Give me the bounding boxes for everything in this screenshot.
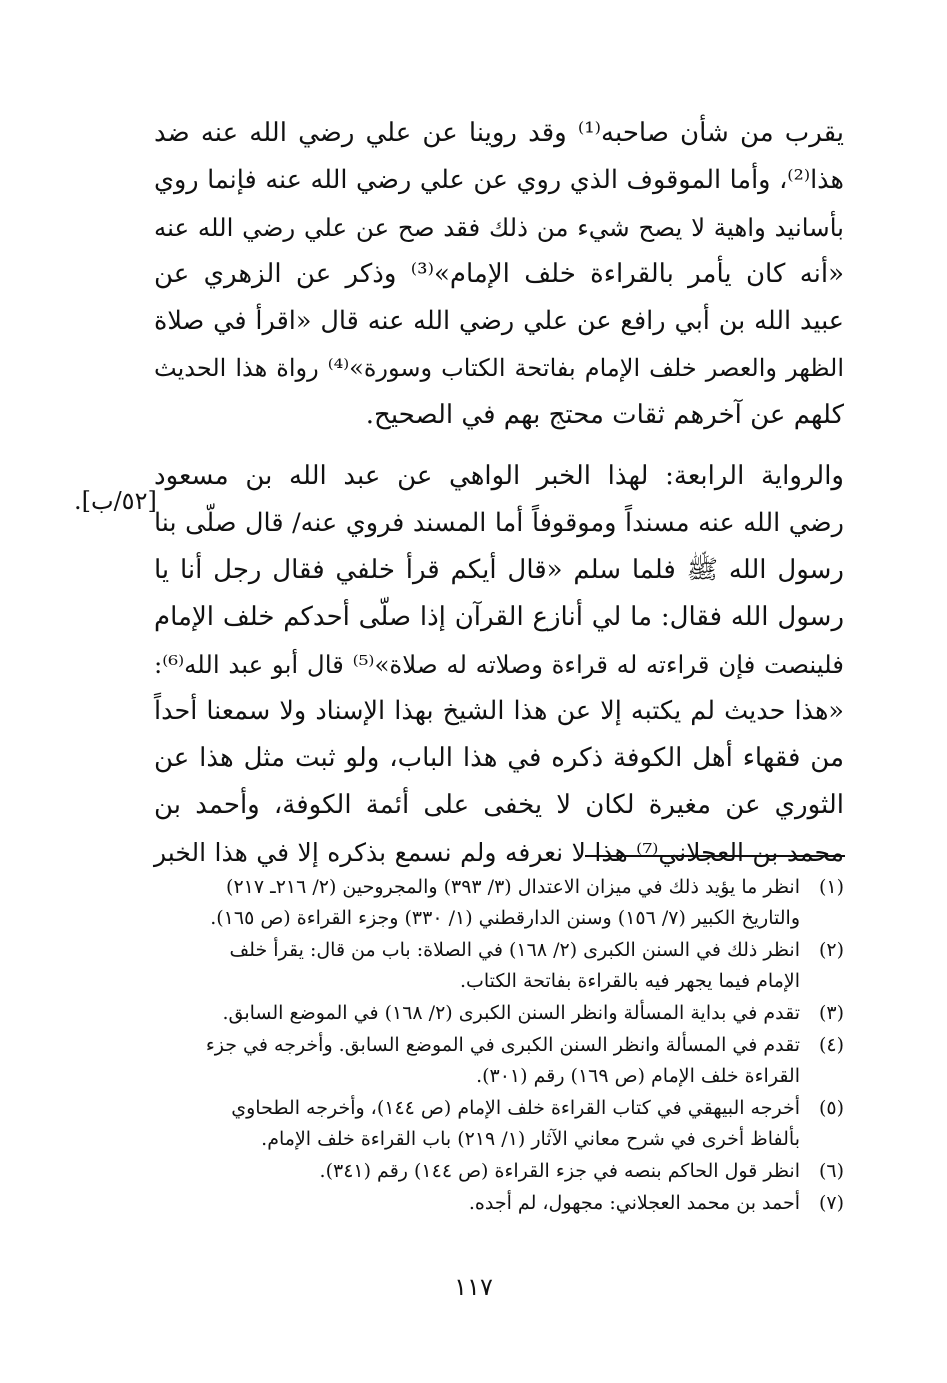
footnote-number: (٥) <box>818 1097 844 1119</box>
text-line: فلينصت فإن قراءته له قراءة وصلاته له صلاة»⁽⁵⁾ قال أبو عبد الله⁽⁶⁾: <box>154 650 844 679</box>
footnote-number: (١) <box>818 876 844 898</box>
footnote-line: تقدم في بداية المسألة وانظر السنن الكبرى (٢/ ١٦٨) في الموضع السابق. <box>222 1002 800 1024</box>
text-line: عبيد الله بن أبي رافع عن علي رضي الله عنه قال «اقرأ في صلاة <box>154 306 844 336</box>
footnote-line: انظر ما يؤيد ذلك في ميزان الاعتدال (٣/ ٣٩٣) والمجروحين (٢/ ٢١٦ـ ٢١٧) <box>226 876 800 898</box>
main-text <box>154 110 844 876</box>
page-number: ١١٧ <box>454 1273 493 1301</box>
footnote-number: (٢) <box>818 939 844 961</box>
footnote-line: أحمد بن محمد العجلاني: مجهول، لم أجده. <box>468 1192 800 1214</box>
footnote <box>154 1093 844 1155</box>
footnote-divider <box>585 855 845 857</box>
footnote <box>154 998 844 1029</box>
footnotes <box>154 872 844 1220</box>
footnote <box>154 935 844 997</box>
footnote-number: (٤) <box>818 1034 844 1056</box>
text-line: بأسانيد واهية لا يصح شيء من ذلك فقد صح عن علي رضي الله عنه <box>154 213 844 242</box>
paragraph-2 <box>154 453 844 876</box>
footnote <box>154 1156 844 1187</box>
text-line: والرواية الرابعة: لهذا الخبر الواهي عن عبد الله بن مسعود <box>154 461 844 491</box>
footnote-number: (٣) <box>818 1002 844 1024</box>
text-line: يقرب من شأن صاحبه⁽¹⁾ وقد روينا عن علي رضي الله عنه ضد <box>154 118 844 148</box>
footnote <box>154 1030 844 1092</box>
paragraph-1 <box>154 110 844 439</box>
footnote-line: انظر قول الحاكم بنصه في جزء القراءة (ص ١٤٤) رقم (٣٤١). <box>319 1160 800 1182</box>
text-line: رسول الله ﷺ فلما سلم «قال أيكم قرأ خلفي فقال رجل أنا يا <box>154 555 844 585</box>
text-line: محمد بن العجلاني⁽⁷⁾ هذا لا نعرفه ولم نسمع بذكره إلا في هذا الخبر <box>154 838 844 867</box>
text-line: «أنه كان يأمر بالقراءة خلف الإمام»⁽³⁾ وذكر عن الزهري عن <box>154 259 844 289</box>
footnote-line: بألفاظ أخرى في شرح معاني الآثار (١/ ٢١٩) باب القراءة خلف الإمام. <box>261 1128 800 1150</box>
text-line: من فقهاء أهل الكوفة ذكره في هذا الباب، ولو ثبت مثل هذا عن <box>154 743 844 773</box>
text-line: كلهم عن آخرهم ثقات محتج بهم في الصحيح. <box>365 400 844 430</box>
footnote-number: (٦) <box>818 1160 844 1182</box>
text-line: رسول الله فقال: ما لي أنازع القرآن إذا صلّى أحدكم خلف الإمام <box>154 602 844 632</box>
manuscript-folio-reference: [٥٢/ب]. <box>74 487 157 515</box>
footnote-line: الإمام فيما يجهر فيه بالقراءة بفاتحة الكتاب. <box>459 970 800 992</box>
text-line: «هذا حديث لم يكتبه إلا عن هذا الشيخ بهذا الإسناد ولا سمعنا أحداً <box>154 696 844 726</box>
footnote-line: تقدم في المسألة وانظر السنن الكبرى في الموضع السابق. وأخرجه في جزء <box>205 1034 800 1056</box>
footnote <box>154 1188 844 1219</box>
footnote-number: (٧) <box>818 1192 844 1214</box>
footnote <box>154 872 844 934</box>
text-line: هذا⁽²⁾، وأما الموقوف الذي روي عن علي رضي الله عنه فإنما روي <box>154 165 844 195</box>
footnote-line: انظر ذلك في السنن الكبرى (٢/ ١٦٨) في الصلاة: باب من قال: يقرأ خلف <box>229 939 800 961</box>
text-line: الظهر والعصر خلف الإمام بفاتحة الكتاب وسورة»⁽⁴⁾ رواة هذا الحديث <box>154 354 844 382</box>
text-line: الثوري عن مغيرة لكان لا يخفى على أئمة الكوفة، وأحمد بن <box>154 790 844 820</box>
footnote-line: القراءة خلف الإمام (ص ١٦٩) رقم (٣٠١). <box>476 1065 800 1087</box>
footnote-line: أخرجه البيهقي في كتاب القراءة خلف الإمام (ص ١٤٤)، وأخرجه الطحاوي <box>231 1097 800 1119</box>
footnote-line: والتاريخ الكبير (٧/ ١٥٦) وسنن الدارقطني (١/ ٣٣٠) وجزء القراءة (ص ١٦٥). <box>210 907 800 929</box>
text-line: رضي الله عنه مسنداً وموقوفاً أما المسند فروي عنه/ قال صلّى بنا <box>154 508 844 538</box>
